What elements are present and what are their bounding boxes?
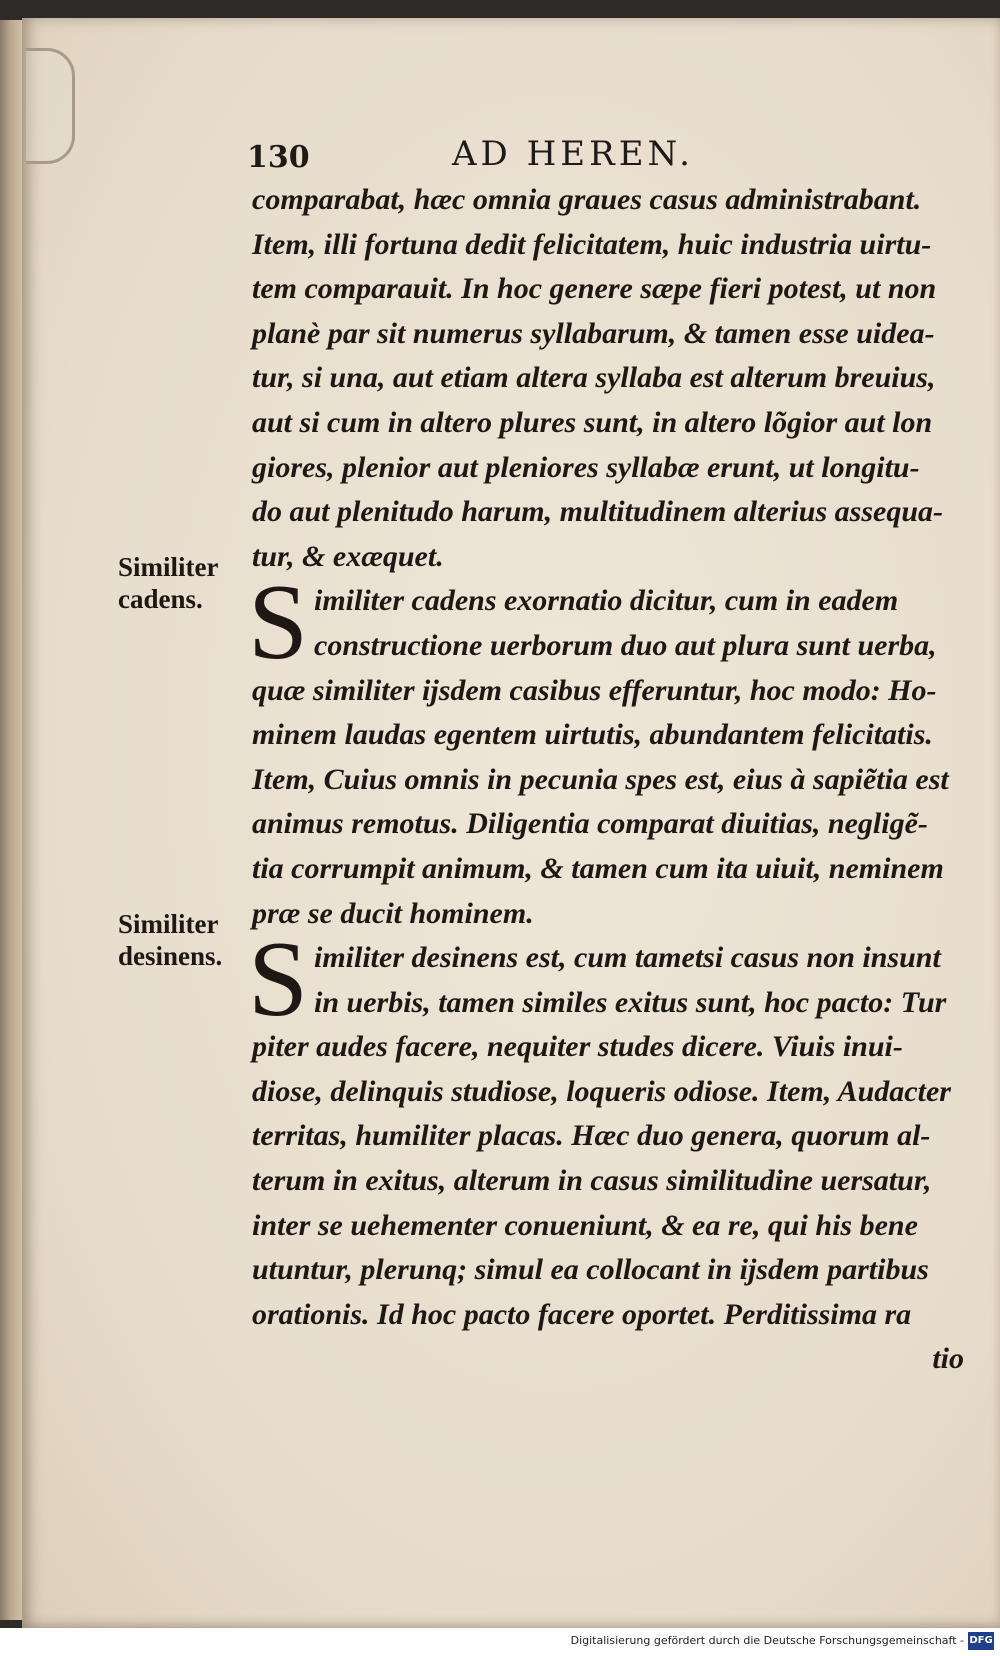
text-line: territas, humiliter placas. Hæc duo genera, quorum al- — [252, 1119, 931, 1153]
text-line: planè par sit numerus syllabarum, & tamen esse uidea- — [252, 316, 935, 350]
text-line: minem laudas egentem uirtutis, abundantem felicitatis. — [252, 718, 933, 752]
drop-capital: S — [248, 920, 309, 1040]
text-line: imiliter cadens exornatio dicitur, cum in eadem — [314, 584, 899, 618]
text-line: præ se ducit hominem. — [252, 896, 534, 930]
text-line: do aut plenitudo harum, multitudinem alterius assequa- — [252, 495, 943, 529]
text-line: inter se uehementer conueniunt, & ea re, qui his bene — [252, 1208, 918, 1242]
paragraph-1 — [252, 178, 972, 579]
text-line: in uerbis, tamen similes exitus sunt, hoc pacto: Tur — [314, 985, 947, 1019]
text-line: Item, Cuius omnis in pecunia spes est, eius à sapiẽtia est — [252, 762, 949, 796]
text-line: diose, delinquis studiose, loqueris odiose. Item, Audacter — [252, 1074, 951, 1108]
margin-note-similiter-desinens: Similiter desinens. — [118, 909, 223, 971]
text-line: imiliter desinens est, cum tametsi casus non insunt — [314, 941, 941, 975]
book-page — [22, 18, 1000, 1630]
text-line: animus remotus. Diligentia comparat diuitias, negligẽ- — [252, 807, 928, 841]
dfg-logo: DFG — [968, 1632, 994, 1650]
text-line: orationis. Id hoc pacto facere oportet. Perditissima ra — [252, 1297, 912, 1331]
text-line: comparabat, hæc omnia graues casus administrabant. — [252, 183, 922, 216]
page-number: 130 — [247, 140, 310, 175]
body-text — [248, 178, 972, 1382]
text-line: giores, plenior aut pleniores syllabæ erunt, ut longitu- — [252, 450, 920, 484]
running-head-title: AD HEREN. — [452, 134, 694, 174]
text-line: piter audes facere, nequiter studes dicere. Viuis inui- — [252, 1030, 903, 1064]
text-line: constructione uerborum duo aut plura sunt uerba, — [314, 628, 937, 662]
text-line: tur, & exæquet. — [252, 539, 444, 573]
paragraph-2 — [248, 563, 972, 936]
margin-note-similiter-cadens: Similiter cadens. — [118, 552, 218, 614]
text-line: quæ similiter ijsdem casibus efferuntur, hoc modo: Ho- — [252, 673, 937, 707]
paragraph-3 — [248, 920, 972, 1337]
text-line: Item, illi fortuna dedit felicitatem, huic industria uirtu- — [252, 227, 932, 261]
drop-capital: S — [248, 563, 309, 683]
digitization-footer — [0, 1628, 1000, 1656]
catchword: tio — [932, 1342, 964, 1376]
text-line: terum in exitus, alterum in casus similitudine uersatur, — [252, 1164, 932, 1198]
text-line: tur, si una, aut etiam altera syllaba est alterum breuius, — [252, 361, 936, 395]
text-line: aut si cum in altero plures sunt, in altero lõgior aut lon — [252, 405, 933, 439]
text-line: utuntur, plerunq; simul ea collocant in ijsdem partibus — [252, 1253, 929, 1287]
footer-credit-text: Digitalisierung gefördert durch die Deutsche Forschungsgemeinschaft - — [570, 1634, 964, 1647]
text-line: tia corrumpit animum, & tamen cum ita uiuit, neminem — [252, 851, 944, 885]
text-line: tem comparauit. In hoc genere sæpe fieri potest, ut non — [252, 272, 937, 306]
running-head — [22, 126, 1000, 176]
